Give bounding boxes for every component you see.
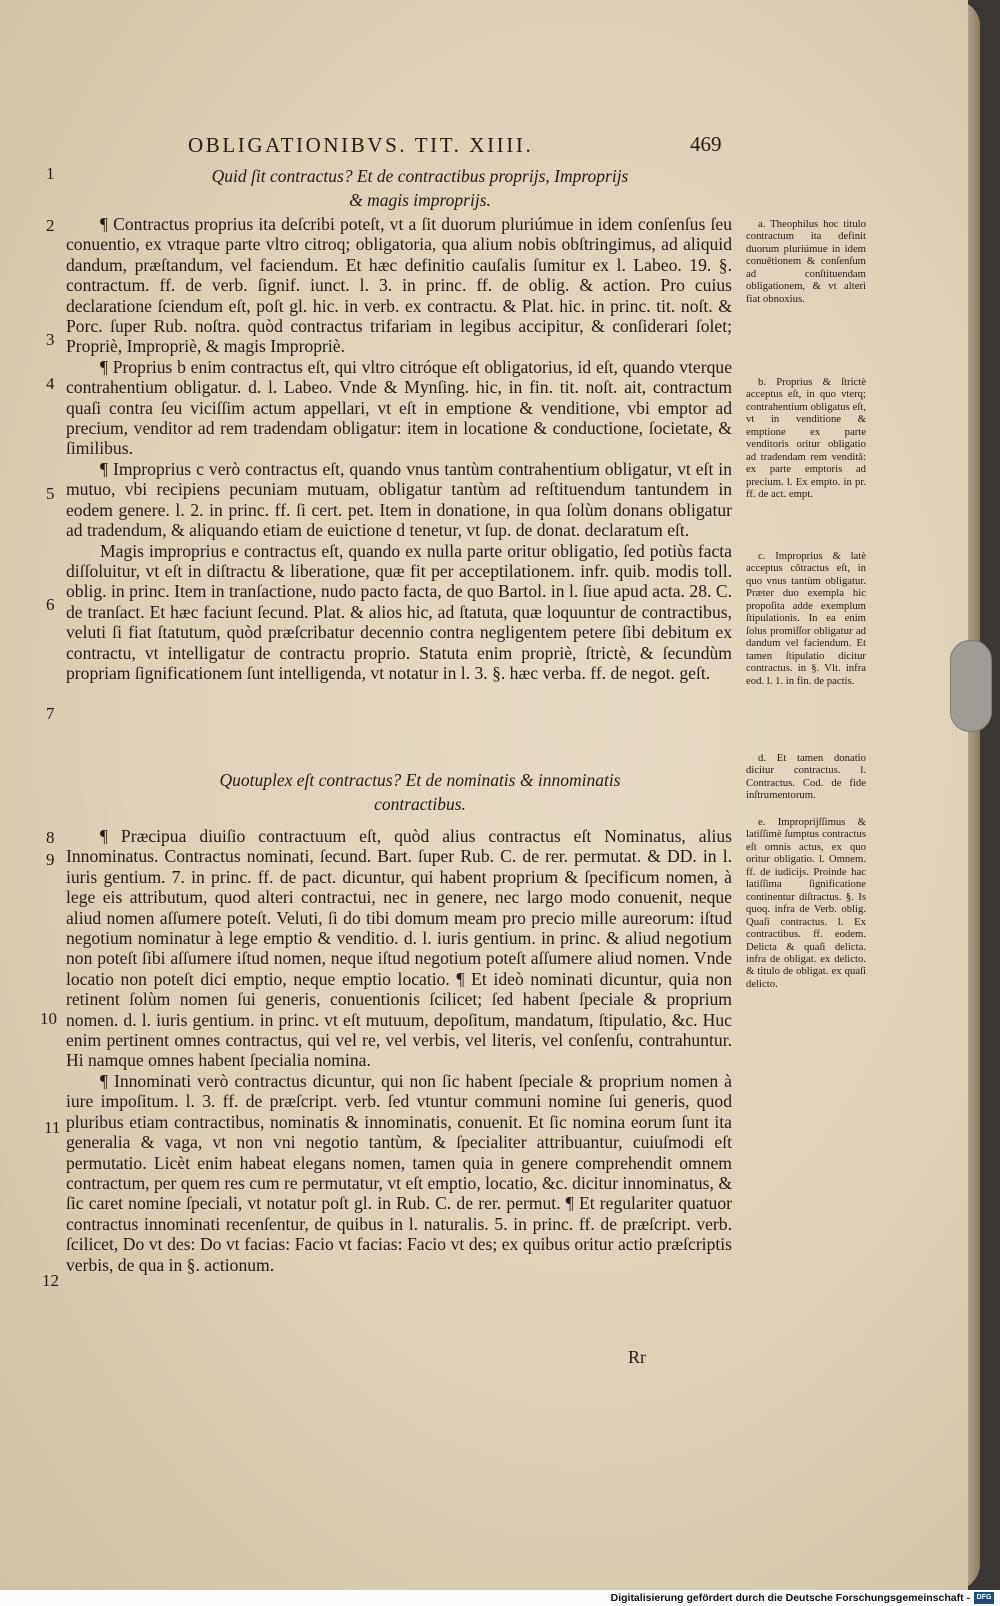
margin-number: 2 — [46, 216, 55, 235]
marginal-note: a. Theophilus hoc titulo contractum ita definit duorum pluriúmue in idem conuētionem & conſenſum ad conſtituendam obligationem, & vt alteri fiat obnoxius. — [746, 218, 866, 305]
marginal-note: b. Proprius & ſtrictè acceptus eſt, in quo vterq; contrahentium obligatus eſt, vt in venditione & emptione ex parte venditoris oritur obligatio ad tradendam rem venditā: ex parte emptoris ad precium. l. Ex empto. in pr. ff. de act. empt. — [746, 376, 866, 501]
margin-number: 4 — [46, 374, 55, 393]
margin-number: 1 — [46, 164, 55, 183]
margin-number: 3 — [46, 330, 55, 349]
text-block — [66, 214, 732, 683]
page-clip — [950, 640, 992, 732]
footer-credit: Digitalisierung gefördert durch die Deutsche Forschungsgemeinschaft - — [610, 1592, 970, 1604]
dfg-logo-icon: DFG — [974, 1592, 994, 1604]
text-block — [66, 826, 732, 1275]
margin-number: 7 — [46, 704, 55, 723]
catchword: Rr — [628, 1347, 646, 1367]
margin-number: 9 — [46, 850, 55, 869]
marginal-note: d. Et tamen donatio dicitur contractus. l. Contractus. Cod. de fide inſtrumentorum. — [746, 752, 866, 802]
paragraph: Magis improprius e contractus eſt, quando ex nulla parte oritur obligatio, ſed potiùs facta diſſoluitur, vt eſt in diſtractu & liberatione, quæ fit per acceptilationem. infr. quib. modis toll. oblig. in princ. Item in tranſactione, nudo pacto facta, de quo Bartol. in l. ſiue apud acta. 28. C. de tranſact. Et hæc faciunt ſecund. Plat. & alios hic, ad ſtatuta, quæ loquuntur de contractibus, veluti ſi fiat ſtatutum, quòd præſcribatur decennio contra negligentem petere ſibi debitum ex contractu, vt intelligatur de contractu proprio. Statuta enim propriè, ſtrictè, & ſecundùm propriam ſignificationem ſunt intelligenda, vt notatur in l. 3. §. hæc verba. ff. de negot. geſt. — [66, 540, 732, 683]
margin-number: 8 — [46, 828, 55, 847]
section-title: Quid ſit contractus? Et de contractibus proprijs, Improprijs & magis improprijs. — [211, 166, 629, 210]
margin-number: 10 — [40, 1009, 57, 1028]
margin-number: 12 — [42, 1271, 59, 1290]
running-title: OBLIGATIONIBVS. TIT. XIIII. — [188, 133, 534, 157]
section-title: Quotuplex eſt contractus? Et de nominatis & innominatis contractibus. — [219, 770, 621, 814]
paragraph: ¶ Innominati verò contractus dicuntur, qui non ſic habent ſpeciale & proprium nomen à iure impoſitum. l. 3. ff. de præſcript. verb. ſed vtuntur communi nomine ſui generis, quod pluribus etiam contractibus, nominatis & innominatis, conuenit. Et ſic nomina eorum ſunt ita generalia & vaga, vt non vni negotio tantùm, & ſpecialiter attribuantur, cuiuſmodi eſt permutatio. Licèt enim habeat elegans nomen, tamen quia in genere comprehendit omnem contractum, per quem res cum re permutatur, vt eſt emptio, locatio, &c. dicitur innominatus, & ſic caret nomine ſpeciali, vt notatur poſt gl. in Rub. C. de rer. permut. ¶ Et regulariter quatuor contractus innominati recenſentur, de quibus in l. naturalis. 5. in princ. ff. de præſcript. verb. ſcilicet, Do vt des: Do vt facias: Facio vt facias: Facio vt des; ex quibus oritur actio præſcriptis verbis, de qua in §. actionum. — [66, 1070, 732, 1275]
paragraph: ¶ Præcipua diuiſio contractuum eſt, quòd alius contractus eſt Nominatus, alius Innominatus. Contractus nominati, ſecund. Bart. ſuper Rub. C. de rer. permutat. & DD. in l. iuris gentium. 7. in princ. ff. de pact. dicuntur, qui habent proprium & ſpecificum nomen, à lege eis attributum, quod alteri contractui, nec in genere, nec largo modo conuenit, neque aliud nomen aſſumere poteſt. Veluti, ſi do tibi domum meam pro precio mille aureorum: iſtud negotium nominatur à lege emptio & venditio. d. l. iuris gentium. in princ. & aliud negotium non poteſt ſibi aſſumere iſtud nomen, neque iſtud negotium poteſt aſſumere aliud nomen. Vnde locatio non poteſt dici emptio, neque emptio locatio. ¶ Et ideò nominati dicuntur, quia non retinent ſolùm nomen ſui generis, conuentionis ſcilicet; ſed habent ſpeciale & proprium nomen. d. l. iuris gentium. in princ. vt eſt mutuum, depoſitum, mandatum, ſtipulatio, &c. Huc enim pertinent omnes contractus, qui vel re, vel verbis, vel literis, vel conſenſu, contrahuntur. Hi namque omnes habent ſpecialia nomina. — [66, 826, 732, 1071]
marginal-note: e. Improprijſſimus & latiſſimè ſumptus contractus eſt omnis actus, ex quo oritur obligatio. l. Omnem. ff. de iudicijs. Proinde hac latiſſima ſignificatione continentur diſtractus. §. Is quoq. infra de Verb. oblig. Quaſi contractus. l. Ex contractibus. ff. eodem. Delicta & quaſi delicta. infra de obligat. ex delicto. & titulo de obligat. ex quaſi delicto. — [746, 816, 866, 990]
margin-number: 11 — [44, 1118, 61, 1137]
page-number: 469 — [690, 132, 722, 156]
marginal-note: c. Improprius & latè acceptus cōtractus eſt, in quo vnus tantùm obligatur. Præter duo exempla hic propoſita adde exemplum ſtipulationis. In ea enim ſolus promiſſor obligatur ad dandum vel faciendum. Et tamen ſtipulatio dicitur contractus. in §. Vlt. infra eod. l. 1. in fin. de pactis. — [746, 550, 866, 687]
paragraph: ¶ Contractus proprius ita deſcribi poteſt, vt a ſit duorum pluriúmue in idem conſenſus ſeu conuentio, ex vtraque parte vltro citroq; obligatoria, qua alium nobis obſtringimus, ad aliquid dandum, præſtandum, vel faciendum. Et hæc definitio cauſalis ſumitur ex l. Labeo. 19. §. contractum. ff. de verb. ſignif. iunct. l. 3. in princ. ff. de oblig. & action. Pro cuius declaratione ſciendum eſt, poſt gl. hic. in verb. ex contractu. & Plat. hic. in princ. tit. noſt. & Porc. ſuper Rub. noſtra. quòd contractus trifariam in legibus accipitur, & conſiderari ſolet; Propriè, Impropriè, & magis Impropriè. — [66, 214, 732, 357]
margin-number: 6 — [46, 595, 55, 614]
margin-number: 5 — [46, 484, 55, 503]
paragraph: ¶ Proprius b enim contractus eſt, qui vltro citróque eſt obligatorius, id eſt, quando vterque contrahentium obligatur. d. l. Labeo. Vnde & Mynſing. hic, in fin. tit. noſt. ait, contractum quaſi contra ſeu viciſſim actum appellari, vt eſt in emptione & venditione, vbi emptor ad precium, venditor ad rem tradendam obligatur: item in locatione & conductione, ſocietate, & ſimilibus. — [66, 356, 732, 459]
paragraph: ¶ Improprius c verò contractus eſt, quando vnus tantùm contrahentium obligatur, vt eſt in mutuo, vbi recipiens pecuniam mutuam, obligatur tantùm ad reſtituendum tantundem in eodem genere. l. 2. in princ. ff. ſi cert. pet. Item in donatione, in qua ſolùm donans obligatur ad tradendum, & aliquando etiam de euictione d tenetur, vt ſup. de donat. declaratum eſt. — [66, 458, 732, 541]
